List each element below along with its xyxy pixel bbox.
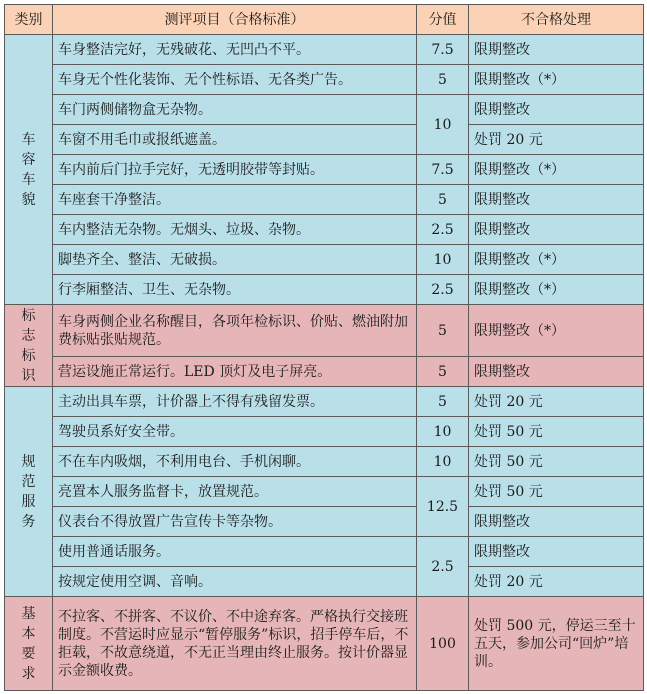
evaluation-table (4, 4, 644, 691)
item-cell: 使用普通话服务。 (53, 537, 417, 567)
item-cell: 车座套干净整洁。 (53, 185, 417, 215)
handling-cell: 处罚 20 元 (469, 567, 644, 597)
score-cell: 10 (417, 95, 469, 155)
score-cell: 2.5 (417, 537, 469, 597)
score-cell: 12.5 (417, 477, 469, 537)
table-row (5, 537, 644, 567)
handling-cell: 限期整改（*） (469, 155, 644, 185)
item-cell: 车内前后门拉手完好，无透明胶带等封贴。 (53, 155, 417, 185)
table-row (5, 567, 644, 597)
score-cell: 5 (417, 185, 469, 215)
table-row (5, 417, 644, 447)
table-row (5, 245, 644, 275)
score-cell: 7.5 (417, 155, 469, 185)
score-cell: 2.5 (417, 275, 469, 305)
handling-cell: 处罚 50 元 (469, 417, 644, 447)
item-cell: 脚垫齐全、整洁、无破损。 (53, 245, 417, 275)
score-cell: 5 (417, 65, 469, 95)
score-cell: 5 (417, 305, 469, 357)
table-row (5, 95, 644, 125)
item-cell: 不拉客、不拼客、不议价、不中途弃客。严格执行交接班制度。不营运时应显示“暂停服务”标识，招手停车后，不拒载，不故意绕道，不无正当理由终止服务。按计价器显示金额收费。 (53, 597, 417, 691)
handling-cell: 限期整改（*） (469, 245, 644, 275)
score-cell: 10 (417, 245, 469, 275)
item-cell: 车内整洁无杂物。无烟头、垃圾、杂物。 (53, 215, 417, 245)
category-service: 规 范 服 务 (5, 387, 53, 597)
category-signage: 标 志 标 识 (5, 305, 53, 387)
score-cell: 100 (417, 597, 469, 691)
handling-cell: 限期整改（*） (469, 65, 644, 95)
item-cell: 不在车内吸烟，不利用电台、手机闲聊。 (53, 447, 417, 477)
table-row (5, 357, 644, 387)
category-basic: 基 本 要 求 (5, 597, 53, 691)
table-row (5, 275, 644, 305)
table-row (5, 65, 644, 95)
score-cell: 10 (417, 417, 469, 447)
item-cell: 按规定使用空调、音响。 (53, 567, 417, 597)
item-cell: 亮置本人服务监督卡，放置规范。 (53, 477, 417, 507)
score-cell: 5 (417, 387, 469, 417)
table-row (5, 35, 644, 65)
handling-cell: 限期整改 (469, 507, 644, 537)
item-cell: 仪表台不得放置广告宣传卡等杂物。 (53, 507, 417, 537)
table-row (5, 447, 644, 477)
handling-cell: 限期整改 (469, 95, 644, 125)
table-row (5, 387, 644, 417)
header-category: 类别 (5, 5, 53, 35)
item-cell: 行李厢整洁、卫生、无杂物。 (53, 275, 417, 305)
score-cell: 2.5 (417, 215, 469, 245)
header-score: 分值 (417, 5, 469, 35)
category-appearance: 车 容 车 貌 (5, 35, 53, 305)
header-handling: 不合格处理 (469, 5, 644, 35)
item-cell: 驾驶员系好安全带。 (53, 417, 417, 447)
header-item: 测评项目（合格标准） (53, 5, 417, 35)
item-cell: 营运设施正常运行。LED 顶灯及电子屏亮。 (53, 357, 417, 387)
table-row (5, 507, 644, 537)
score-cell: 5 (417, 357, 469, 387)
table-row (5, 215, 644, 245)
item-cell: 车身两侧企业名称醒目，各项年检标识、价贴、燃油附加费标贴张贴规范。 (53, 305, 417, 357)
handling-cell: 处罚 20 元 (469, 125, 644, 155)
handling-cell: 限期整改 (469, 537, 644, 567)
handling-cell: 处罚 500 元，停运三至十五天，参加公司“回炉”培训。 (469, 597, 644, 691)
handling-cell: 限期整改 (469, 185, 644, 215)
handling-cell: 限期整改（*） (469, 305, 644, 357)
handling-cell: 处罚 50 元 (469, 477, 644, 507)
item-cell: 车窗不用毛巾或报纸遮盖。 (53, 125, 417, 155)
table-row (5, 155, 644, 185)
item-cell: 车身无个性化装饰、无个性标语、无各类广告。 (53, 65, 417, 95)
handling-cell: 限期整改 (469, 215, 644, 245)
item-cell: 车身整洁完好，无残破花、无凹凸不平。 (53, 35, 417, 65)
header-row (5, 5, 644, 35)
score-cell: 10 (417, 447, 469, 477)
table-row (5, 185, 644, 215)
table-row (5, 597, 644, 691)
handling-cell: 处罚 20 元 (469, 387, 644, 417)
table-row (5, 305, 644, 357)
handling-cell: 处罚 50 元 (469, 447, 644, 477)
handling-cell: 限期整改 (469, 357, 644, 387)
score-cell: 7.5 (417, 35, 469, 65)
handling-cell: 限期整改（*） (469, 275, 644, 305)
item-cell: 主动出具车票，计价器上不得有残留发票。 (53, 387, 417, 417)
item-cell: 车门两侧储物盒无杂物。 (53, 95, 417, 125)
handling-cell: 限期整改 (469, 35, 644, 65)
table-row (5, 477, 644, 507)
table-row (5, 125, 644, 155)
